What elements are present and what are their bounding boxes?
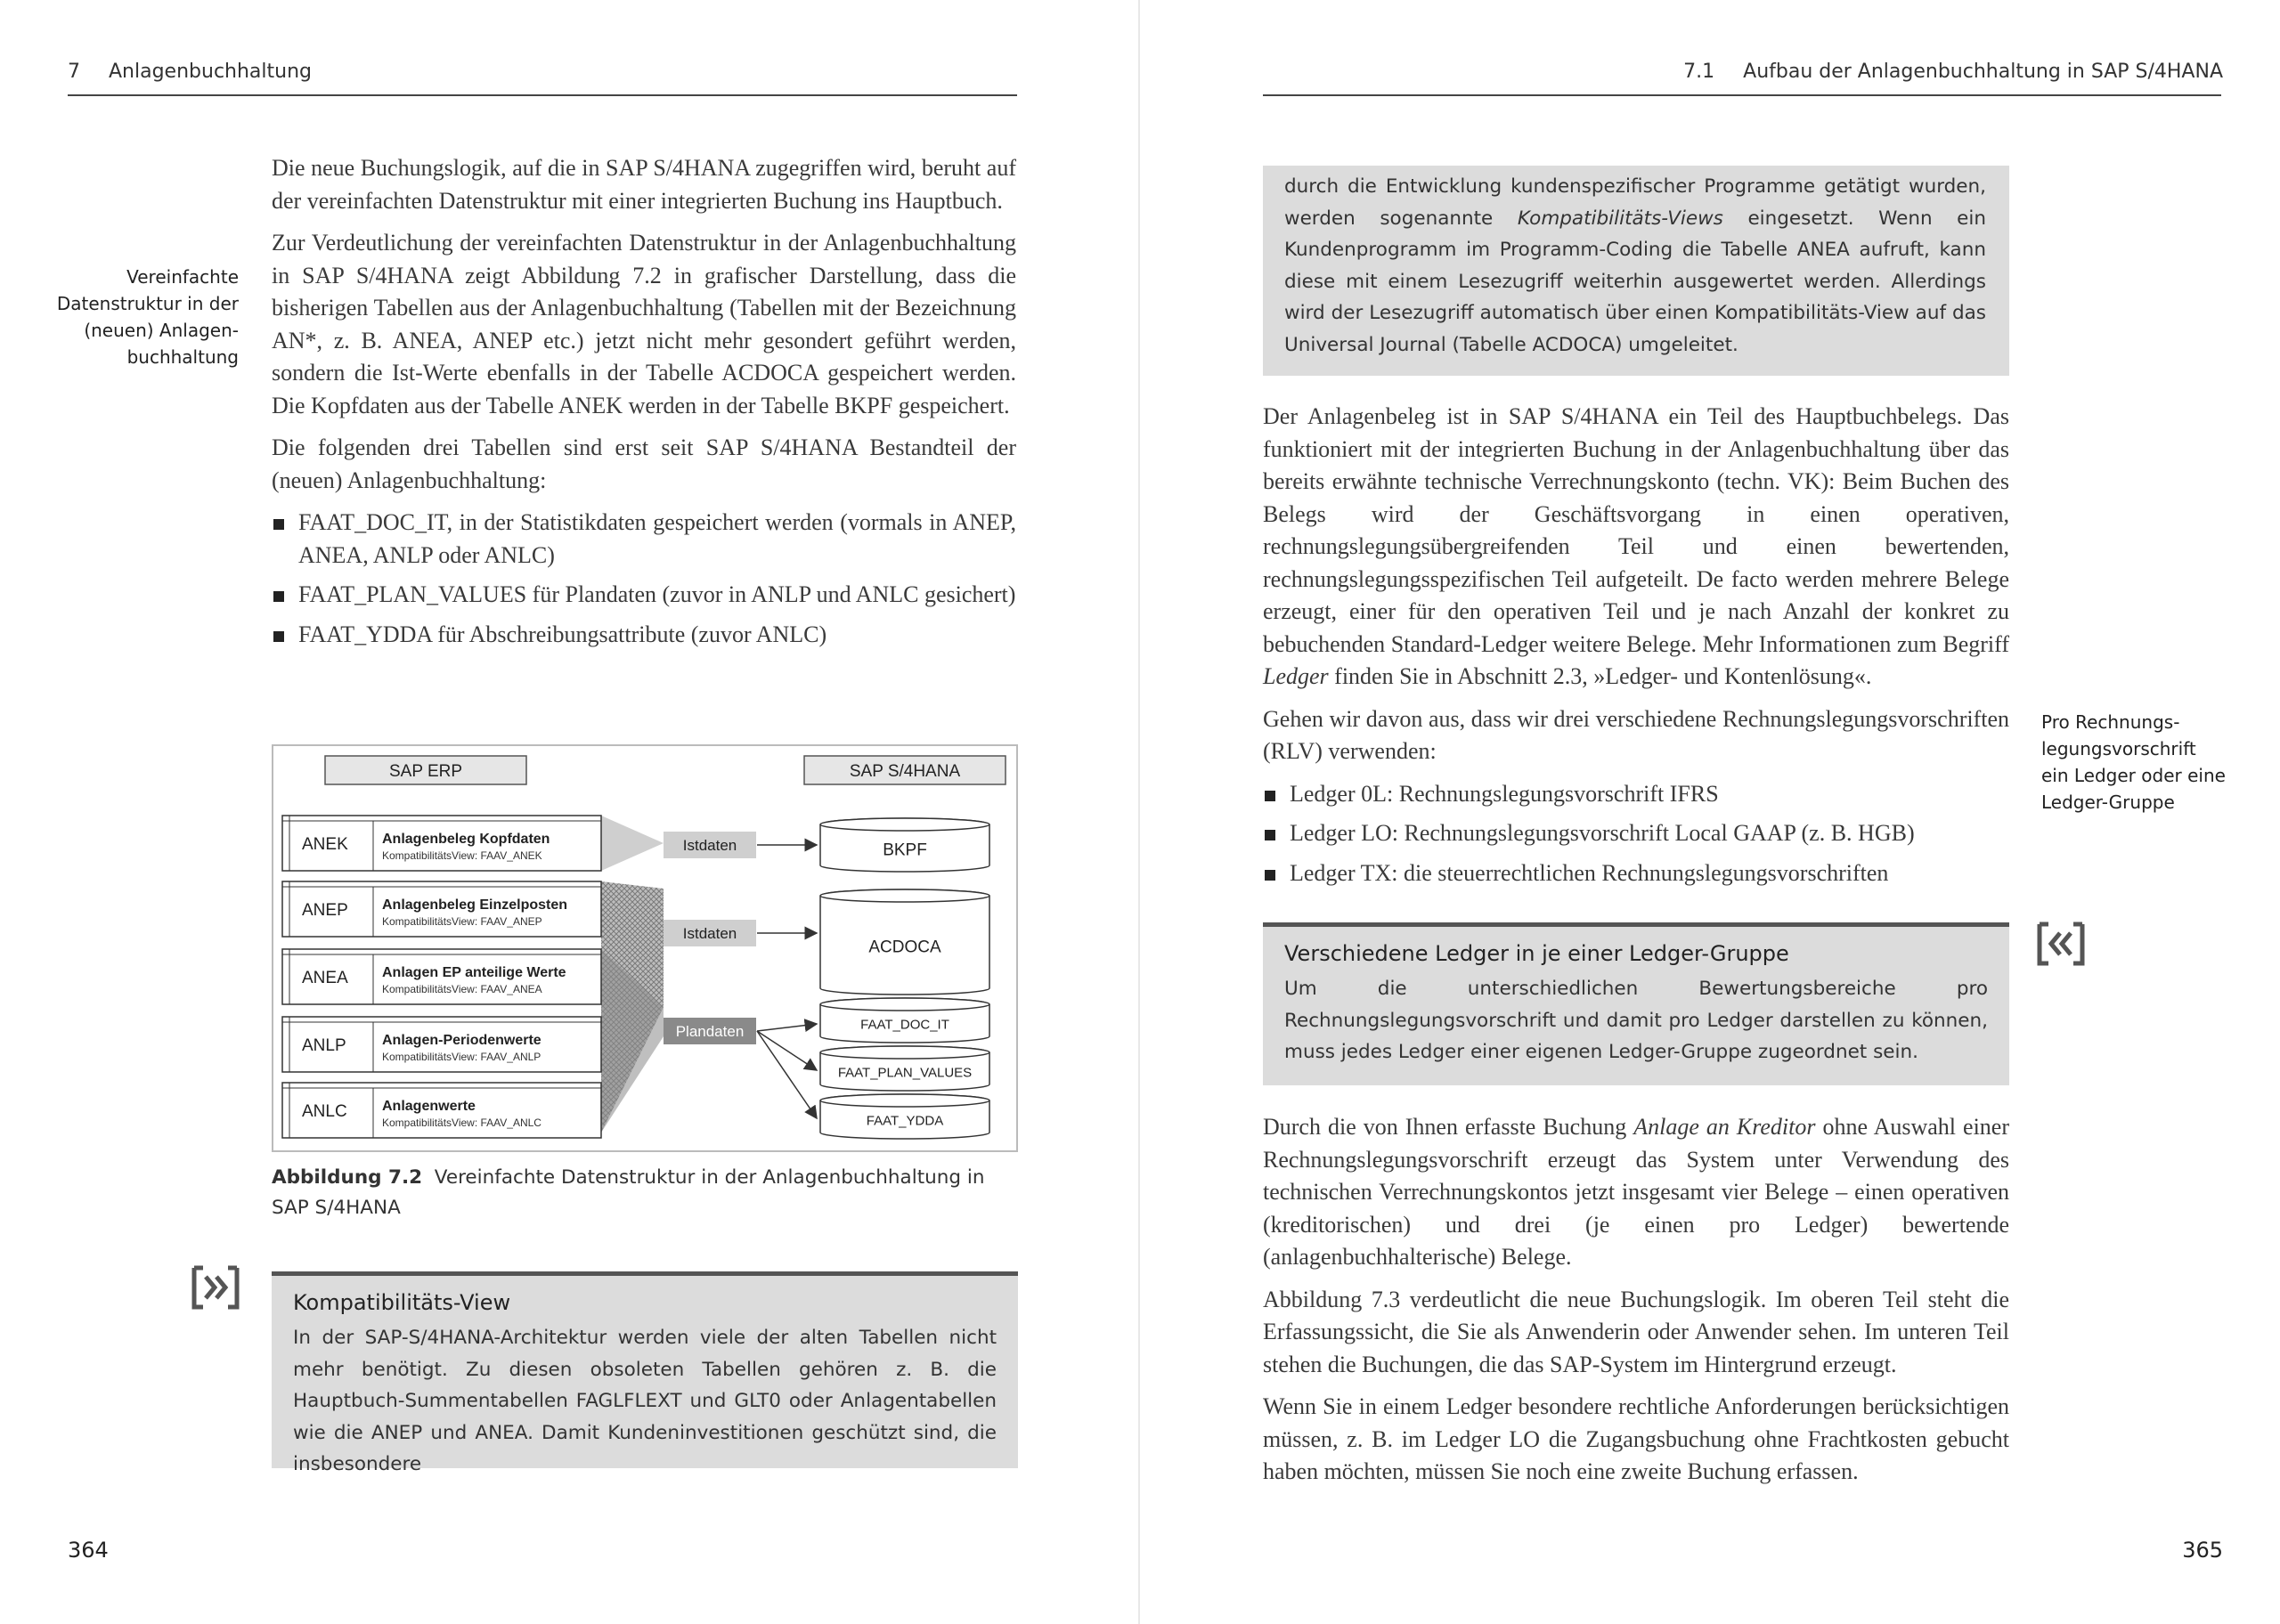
body-text-right-top xyxy=(1263,401,2009,897)
margin-note-line: Datenstruktur in der xyxy=(56,293,239,314)
bullet-list xyxy=(1263,778,2009,890)
table-compat-view: KompatibilitätsView: FAAV_ANLC xyxy=(382,1116,542,1129)
info-box-kompatibilitaet xyxy=(272,1271,1018,1475)
paragraph: Gehen wir davon aus, dass wir drei verschiedene Rechnungslegungsvorschriften (RLV) verwenden: xyxy=(1263,705,2009,764)
table-compat-view: KompatibilitätsView: FAAV_ANEA xyxy=(382,983,542,995)
text-part: Der Anlagenbeleg ist in SAP S/4HANA ein Teil des Hauptbuchbelegs. Das funktioniert mit der integrierten Buchung in der Anlagenbuchhaltung über das bereits erwähnte technische Verrechnungskonto (techn. VK): Beim Buchen des Belegs wird der Geschäftsvorgang in einen operativen, rechnungslegungsübergreifenden Teil und einen bewertenden, rechnungslegungsspezifischen Teil aufgeteilt. De facto werden mehrere Belege erzeugt, einer für den operativen Teil und je nach Anzahl der konkret zu bebuchenden Standard-Ledger weitere Belege. Mehr Informationen zum Begriff xyxy=(1263,403,2009,657)
caption-text-line2: SAP S/4HANA xyxy=(272,1197,401,1219)
chapter-title: Anlagenbuchhaltung xyxy=(109,61,312,83)
margin-note-line: Ledger-Gruppe xyxy=(2041,792,2175,813)
table-code: ANLC xyxy=(302,1102,347,1121)
db-cylinder-label: FAAT_PLAN_VALUES xyxy=(837,1065,973,1081)
db-cylinder-label: FAAT_YDDA xyxy=(866,1113,944,1129)
caption-text: Vereinfachte Datenstruktur in der Anlagenbuchhaltung in xyxy=(434,1166,985,1189)
section-number: 7.1 xyxy=(1683,61,1715,83)
section-title: Aufbau der Anlagenbuchhaltung in SAP S/4HANA xyxy=(1743,61,2223,83)
caption-label: Abbildung 7.2 xyxy=(272,1166,423,1189)
note-icon xyxy=(191,1264,240,1311)
table-row-anek xyxy=(282,816,601,871)
paragraph: Abbildung 7.3 verdeutlicht die neue Buchungslogik. Im oberen Teil steht die Erfassungssicht, die Sie als Anwenderin oder Anwender sehen. Im unteren Teil stehen die Buchungen, die das SAP-System im Hintergrund erzeugt. xyxy=(1263,1286,2009,1377)
db-cylinder-faat_doc_it xyxy=(820,998,989,1043)
margin-note-line: legungsvorschrift xyxy=(2041,738,2196,759)
istdaten-label-1: Istdaten xyxy=(682,837,737,854)
bullet-item: FAAT_YDDA für Abschreibungsattribute (zuvor ANLC) xyxy=(272,619,1016,652)
table-row-anep xyxy=(282,881,601,937)
margin-note-line: ein Ledger oder eine xyxy=(2041,765,2226,786)
paragraph: Zur Verdeutlichung der vereinfachten Datenstruktur in der Anlagenbuchhaltung in SAP S/4HANA zeigt Abbildung 7.2 in grafischer Darstellung, dass die bisherigen Tabellen aus der Anlagenbuchhaltung (Tabellen mit der Bezeichnung AN*, z. B. ANEA, ANEP etc.) jetzt nicht mehr gesondert geführt werden, sondern die Ist-Werte ebenfalls in der Tabelle ACDOCA gespeichert werden. Die Kopfdaten aus der Tabelle ANEK werden in der Tabelle BKPF gespeichert. xyxy=(272,230,1016,418)
text-part: ohne Auswahl einer Rechnungslegungsvorschrift erzeugt das System unter Verwendung des technischen Verrechnungskontos jetzt insgesamt vier Belege – einen operativen (kreditorischen) und drei (je einen pro Ledger) bewertende (anlagenbuchhalterische) Belege. xyxy=(1263,1114,2009,1270)
bullet-item: Ledger TX: die steuerrechtlichen Rechnungslegungsvorschriften xyxy=(1263,857,2009,890)
running-header-left xyxy=(68,61,312,83)
paragraph xyxy=(1263,401,2009,694)
istdaten-label-2: Istdaten xyxy=(682,925,737,942)
margin-note-left xyxy=(36,264,239,370)
table-title: Anlagenbeleg Einzelposten xyxy=(382,897,568,913)
db-cylinder-acdoca xyxy=(820,889,989,995)
table-title: Anlagen-Periodenwerte xyxy=(382,1033,542,1048)
table-code: ANLP xyxy=(302,1036,346,1055)
table-row-anlc xyxy=(282,1083,601,1138)
table-compat-view: KompatibilitätsView: FAAV_ANEP xyxy=(382,915,542,928)
info-box-continuation xyxy=(1263,166,2009,376)
table-compat-view: KompatibilitätsView: FAAV_ANLP xyxy=(382,1051,542,1063)
table-title: Anlagenbeleg Kopfdaten xyxy=(382,832,550,847)
chapter-number: 7 xyxy=(68,61,80,83)
box-text xyxy=(1263,166,2009,361)
bullet-item: Ledger LO: Rechnungslegungsvorschrift Local GAAP (z. B. HGB) xyxy=(1263,817,2009,850)
margin-note-line: (neuen) Anlagen- xyxy=(84,320,239,341)
margin-note-line: Vereinfachte xyxy=(126,266,239,288)
box-text-part: durch die Entwicklung kundenspezifischer Programme getätigt wurden, werden sogenannte xyxy=(1284,175,1986,230)
table-title: Anlagenwerte xyxy=(382,1099,476,1114)
db-cylinder-faat_plan_values xyxy=(820,1046,989,1091)
right-page xyxy=(1142,0,2280,1624)
note-icon xyxy=(2036,921,2086,967)
margin-note-right xyxy=(2041,709,2237,816)
table-code: ANEP xyxy=(302,901,348,920)
box-text: In der SAP-S/4HANA-Architektur werden viele der alten Tabellen nicht mehr benötigt. Zu diesen obsoleten Tabellen gehören z. B. die Hauptbuch-Summentabellen FAGLFLEXT und GLT0 oder Anlagentabellen wie die ANEP und ANEA. Damit Kundeninvestitionen geschützt sind, die insbesondere xyxy=(293,1327,997,1475)
text-part: Durch die von Ihnen erfasste Buchung xyxy=(1263,1114,1634,1140)
bullet-item: FAAT_DOC_IT, in der Statistikdaten gespeichert werden (vormals in ANEP, ANEA, ANLP oder ANLC) xyxy=(272,507,1016,572)
bullet-item: FAAT_PLAN_VALUES für Plandaten (zuvor in ANLP und ANLC gesichert) xyxy=(272,579,1016,612)
header-rule xyxy=(1263,94,2221,96)
paragraph: Wenn Sie in einem Ledger besondere rechtliche Anforderungen berücksichtigen müssen, z. B. im Ledger LO die Zugangsbuchung ohne Frachtkosten gebucht haben möchten, müssen Sie noch eine zweite Buchung erfassen. xyxy=(1263,1393,2009,1484)
sap-s4hana-label: SAP S/4HANA xyxy=(849,762,961,781)
table-code: ANEK xyxy=(302,835,348,854)
db-cylinder-bkpf xyxy=(820,818,989,872)
body-text-left xyxy=(272,152,1016,658)
page-number-left: 364 xyxy=(68,1538,109,1563)
page-number-right: 365 xyxy=(2182,1538,2223,1563)
table-row-anea xyxy=(282,949,601,1004)
paragraph xyxy=(1263,1111,2009,1274)
bullet-item: Ledger 0L: Rechnungslegungsvorschrift IFRS xyxy=(1263,778,2009,811)
table-compat-view: KompatibilitätsView: FAAV_ANEK xyxy=(382,849,542,862)
sap-erp-label: SAP ERP xyxy=(388,762,463,781)
text-part: finden Sie in Abschnitt 2.3, »Ledger- und Kontenlösung«. xyxy=(1328,663,1872,689)
margin-note-line: buchhaltung xyxy=(126,346,239,368)
box-title: Kompatibilitäts-View xyxy=(293,1290,511,1315)
table-title: Anlagen EP anteilige Werte xyxy=(382,965,566,980)
info-box-ledger xyxy=(1263,922,2009,1085)
text-emphasis: Ledger xyxy=(1263,663,1329,689)
box-text-part: eingesetzt. Wenn ein Kundenprogramm im Programm-Coding die Tabelle ANEA aufruft, kann diese mit einem Lesezugriff weiterhin ausgewertet werden. Allerdings wird der Lesezugriff automatisch über einen Kompatibilitäts-View auf das Universal Journal (Tabelle ACDOCA) umgeleitet. xyxy=(1284,207,1986,356)
bullet-list xyxy=(272,507,1016,651)
db-cylinder-label: BKPF xyxy=(883,840,927,860)
plandaten-label: Plandaten xyxy=(675,1023,745,1040)
paragraph: Die neue Buchungslogik, auf die in SAP S/4HANA zugegriffen wird, beruht auf der vereinfachten Datenstruktur mit einer integrierten Buchung ins Hauptbuch. xyxy=(272,155,1016,214)
db-cylinder-label: FAAT_DOC_IT xyxy=(860,1017,949,1033)
db-cylinder-label: ACDOCA xyxy=(868,938,941,957)
table-row-anlp xyxy=(282,1017,601,1072)
db-cylinder-faat_ydda xyxy=(820,1094,989,1139)
box-text: Um die unterschiedlichen Bewertungsbereiche pro Rechnungslegungsvorschrift und damit pro Ledger darstellen zu können, muss jedes Ledger einer eigenen Ledger-Gruppe zugeordnet sein. xyxy=(1284,978,1988,1063)
figure-7-2 xyxy=(272,744,1018,1152)
margin-note-line: Pro Rechnungs- xyxy=(2041,711,2180,733)
table-code: ANEA xyxy=(302,969,348,987)
text-emphasis: Anlage an Kreditor xyxy=(1633,1114,1816,1140)
box-title: Verschiedene Ledger in je einer Ledger-Gruppe xyxy=(1284,941,1789,966)
body-text-right-bottom xyxy=(1263,1111,2009,1498)
figure-caption xyxy=(272,1163,1016,1223)
box-text-emphasis: Kompatibilitäts-Views xyxy=(1517,207,1723,230)
header-rule xyxy=(68,94,1017,96)
running-header-right xyxy=(1683,61,2223,83)
paragraph: Die folgenden drei Tabellen sind erst seit SAP S/4HANA Bestandteil der (neuen) Anlagenbuchhaltung: xyxy=(272,434,1016,493)
